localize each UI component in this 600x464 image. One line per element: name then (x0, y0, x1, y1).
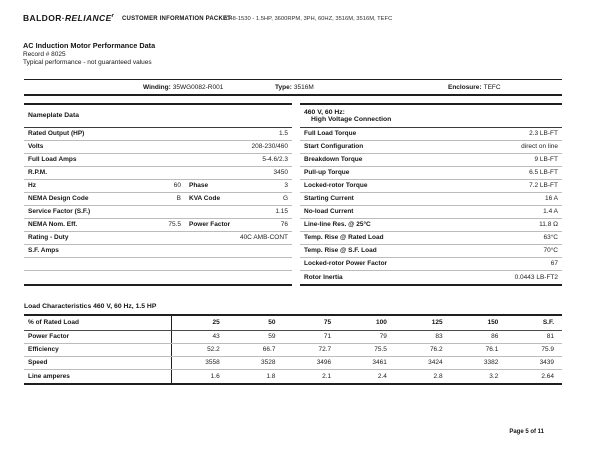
cell-value: 76.1 (485, 346, 499, 353)
cell-value: 2.64 (541, 372, 555, 380)
table-row-empty (24, 271, 292, 284)
cell-value: 75.9 (541, 346, 555, 353)
table-row (24, 167, 292, 180)
cell-value: 75.5 (374, 346, 387, 353)
cell-value: 3496 (316, 359, 332, 366)
cell-value: 2.1 (322, 372, 332, 380)
row-label: Temp. Rise @ Rated Load (304, 234, 384, 241)
cell-value: 3424 (428, 359, 443, 366)
winding-value: 35WG0082-R001 (172, 83, 224, 91)
row-label: No-load Current (304, 208, 354, 215)
row-value: 7.2 LB-FT (529, 182, 558, 189)
row-label: Breakdown Torque (304, 156, 363, 163)
row-value: 3 (284, 182, 288, 189)
load-table-header-row (24, 316, 562, 331)
row-label: Line-line Res. @ 25°C (304, 221, 371, 228)
row-label: Full Load Amps (28, 156, 77, 163)
row-label: Starting Current (304, 195, 354, 202)
cell-value: 1.6 (210, 372, 220, 380)
table-row (300, 219, 562, 232)
row-pair (189, 182, 288, 189)
cell-value: 3.2 (489, 372, 499, 380)
row-value: 0.0443 LB-FT2 (514, 273, 558, 281)
table-row (24, 344, 562, 357)
brand-separator: · (61, 13, 65, 23)
row-label: Phase (189, 182, 209, 189)
table-row-empty (24, 258, 292, 271)
cell-value: 83 (435, 333, 443, 340)
table-row (24, 357, 562, 370)
column-header: 150 (487, 319, 499, 327)
table-row (300, 258, 562, 271)
type-field (275, 84, 314, 91)
row-label: Line amperes (24, 370, 172, 383)
load-characteristics-table (24, 314, 562, 385)
row-label: Efficiency (24, 344, 172, 356)
row-label: Locked-rotor Power Factor (304, 260, 388, 267)
column-header: 75 (323, 319, 332, 327)
column-header: 125 (431, 319, 443, 327)
nameplate-heading: Nameplate Data (24, 105, 292, 128)
row-value: B (176, 195, 181, 202)
row-value: 1.5 (278, 130, 288, 137)
hv-connection-table (300, 103, 562, 286)
enclosure-value: TEFC (483, 83, 501, 91)
row-value: 6.5 LB-FT (529, 169, 558, 176)
row-label: Power Factor (24, 331, 172, 343)
cell-value: 72.7 (318, 346, 332, 353)
hv-heading-line2: High Voltage Connection (311, 115, 392, 123)
row-label: Rated Output (HP) (28, 130, 85, 137)
record-number: Record # 8025 (23, 51, 66, 58)
row-pair (189, 221, 288, 228)
table-row (300, 154, 562, 167)
row-value: 63°C (543, 234, 558, 241)
table-row (24, 331, 562, 344)
winding-label: Winding: (143, 83, 171, 91)
table-row (300, 232, 562, 245)
cell-value: 3439 (539, 359, 555, 366)
row-value: 40C AMB-CONT (239, 234, 288, 241)
cell-value: 2.4 (377, 372, 387, 380)
row-value: G (282, 195, 288, 202)
hv-heading (300, 105, 562, 128)
enclosure-label: Enclosure: (448, 83, 482, 91)
row-value: 5-4.6/2.3 (262, 156, 288, 163)
column-header: % of Rated Load (24, 316, 172, 330)
row-value: 2.3 LB-FT (529, 130, 558, 137)
table-row (24, 180, 292, 193)
cell-value: 79 (379, 333, 387, 340)
winding-strip (24, 79, 562, 96)
cell-value: 52.2 (207, 346, 220, 353)
cell-value: 81 (546, 333, 555, 340)
cell-value: 66.7 (262, 346, 276, 353)
table-row (24, 245, 292, 258)
brand-baldor: BALDOR (23, 13, 62, 23)
table-row (300, 245, 562, 258)
row-label: Start Configuration (304, 143, 364, 150)
hv-heading-line1: 460 V, 60 Hz: (304, 108, 345, 116)
column-header: 100 (376, 319, 387, 327)
table-row (300, 206, 562, 219)
row-pair (28, 221, 181, 228)
row-label: Full Load Torque (304, 130, 357, 137)
enclosure-field (448, 84, 501, 91)
row-label: Temp. Rise @ S.F. Load (304, 247, 377, 254)
cell-value: 71 (323, 333, 332, 340)
row-value: direct on line (521, 143, 558, 150)
brand-reliance: RELIANCE (65, 13, 112, 23)
cell-value: 3382 (483, 359, 499, 366)
table-row (24, 193, 292, 206)
row-label: S.F. Amps (28, 247, 59, 254)
cell-value: 2.8 (433, 372, 443, 380)
row-value: 67 (550, 260, 558, 267)
row-label: R.P.M. (28, 169, 48, 176)
row-label: Power Factor (189, 221, 231, 228)
cell-value: 59 (268, 333, 276, 340)
table-row (300, 180, 562, 193)
row-value: 3450 (273, 169, 288, 176)
table-row (24, 154, 292, 167)
cell-value: 1.8 (266, 372, 276, 380)
table-row (300, 193, 562, 206)
row-value: 208-230/460 (251, 143, 288, 150)
row-label: Rotor Inertia (304, 273, 343, 281)
row-label: Rating - Duty (28, 234, 69, 241)
row-pair (189, 195, 288, 202)
cell-value: 76.2 (429, 346, 443, 353)
brand-logo (23, 13, 114, 23)
packet-label: CUSTOMER INFORMATION PACKET (122, 16, 232, 22)
table-row (24, 141, 292, 154)
row-label: Volts (28, 143, 44, 150)
row-label: NEMA Nom. Eff. (28, 221, 78, 228)
page-title: AC Induction Motor Performance Data (23, 41, 156, 50)
brand-trademark: r (111, 13, 115, 20)
table-row (24, 128, 292, 141)
column-header: 50 (268, 319, 276, 327)
cell-value: 43 (212, 333, 220, 340)
page-number: Page 5 of 11 (509, 429, 544, 435)
table-row (24, 370, 562, 383)
row-pair (28, 182, 181, 189)
row-value: 1.4 A (543, 208, 558, 215)
table-row (24, 232, 292, 245)
row-value: 1.15 (275, 208, 288, 215)
row-value: 75.5 (168, 221, 181, 228)
table-row (24, 206, 292, 219)
column-header: 25 (212, 319, 220, 327)
type-value: 3516M (293, 83, 314, 91)
cell-value: 3528 (260, 359, 276, 366)
load-characteristics-title: Load Characteristics 460 V, 60 Hz, 1.5 HP (24, 303, 157, 310)
row-label: KVA Code (189, 195, 221, 202)
row-value: 11.8 Ω (539, 221, 558, 228)
row-label: Service Factor (S.F.) (28, 208, 91, 215)
performance-note: Typical performance - not guaranteed values (23, 59, 152, 66)
row-pair (28, 195, 181, 202)
row-value: 76 (280, 221, 288, 228)
winding-field (143, 84, 223, 91)
row-value: 60 (173, 182, 181, 189)
row-value: 9 LB-FT (534, 156, 558, 163)
table-row (300, 167, 562, 180)
type-label: Type: (275, 83, 292, 91)
row-label: Speed (24, 357, 172, 369)
row-label: Pull-up Torque (304, 169, 350, 176)
table-row (300, 271, 562, 284)
row-label: Locked-rotor Torque (304, 182, 368, 189)
row-label: NEMA Design Code (28, 195, 89, 202)
row-value: 16 A (544, 195, 558, 202)
cell-value: 86 (491, 333, 499, 340)
table-row (300, 128, 562, 141)
row-label: Hz (28, 182, 36, 189)
table-row (24, 219, 292, 232)
column-header: S.F. (542, 319, 555, 327)
motor-spec-line: 2048-1530 - 1.5HP, 3600RPM, 3PH, 60HZ, 3516M, 3516M, TEFC (223, 16, 393, 22)
nameplate-table (24, 103, 292, 286)
table-row (300, 141, 562, 154)
cell-value: 3558 (205, 359, 220, 366)
row-value: 70°C (543, 247, 558, 254)
cell-value: 3461 (372, 359, 387, 366)
